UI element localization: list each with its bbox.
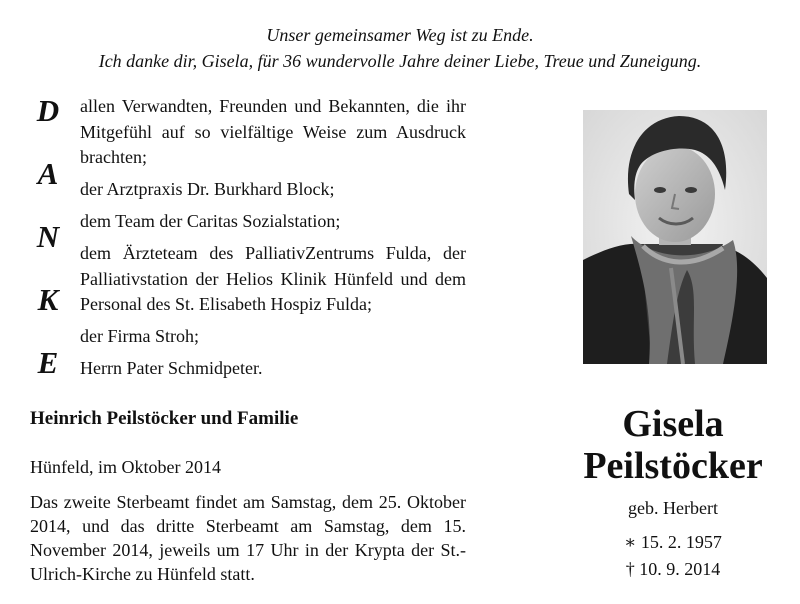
acrostic-letter: N — [36, 219, 60, 254]
birth-date: ∗ 15. 2. 1957 — [624, 532, 722, 552]
thanks-entry: der Firma Stroh; — [80, 326, 199, 347]
motto-line: Ich danke dir, Gisela, für 36 wundervolle Jahre deiner Liebe, Treue und Zuneigung. — [98, 51, 702, 71]
acrostic-letter: E — [37, 345, 59, 380]
thanks-entry: allen Verwandten, Freunden und Bekannten, die ihr Mitgefühl auf so vielfältige Weise zum Ausdruck brachten; — [80, 96, 466, 167]
thanks-list — [80, 94, 466, 389]
thanks-entry: dem Team der Caritas Sozialstation; — [80, 211, 341, 232]
signature: Heinrich Peilstöcker und Familie — [30, 408, 299, 429]
thanks-entry: dem Ärzteteam des PalliativZentrums Fulda, der Palliativstation der Helios Klinik Hünfeld und dem Personal des St. Elisabeth Hospiz Fulda; — [80, 243, 466, 315]
motto — [0, 22, 800, 74]
acrostic-letter: K — [37, 282, 59, 317]
death-date: † 10. 9. 2014 — [625, 559, 721, 579]
acrostic-letter: D — [36, 93, 60, 128]
service-notice: Das zweite Sterbeamt findet am Samstag, dem 25. Oktober 2014, und das dritte Sterbeamt am Samstag, dem 15. November 2014, jeweils um 17 Uhr in der Krypta der St.-Ulrich-Kirche zu Hünfeld statt. — [30, 492, 466, 584]
thanks-entry: Herrn Pater Schmidpeter. — [80, 358, 263, 379]
portrait-photo — [583, 110, 767, 364]
motto-line: Unser gemeinsamer Weg ist zu Ende. — [266, 25, 534, 45]
birth-name: geb. Herbert — [628, 498, 718, 518]
thanks-entry: der Arztpraxis Dr. Burkhard Block; — [80, 179, 335, 200]
deceased-name — [560, 403, 786, 487]
last-name: Peilstöcker — [583, 445, 763, 487]
place-date: Hünfeld, im Oktober 2014 — [30, 457, 221, 477]
acrostic-letter: A — [37, 156, 59, 191]
first-name: Gisela — [622, 403, 724, 445]
